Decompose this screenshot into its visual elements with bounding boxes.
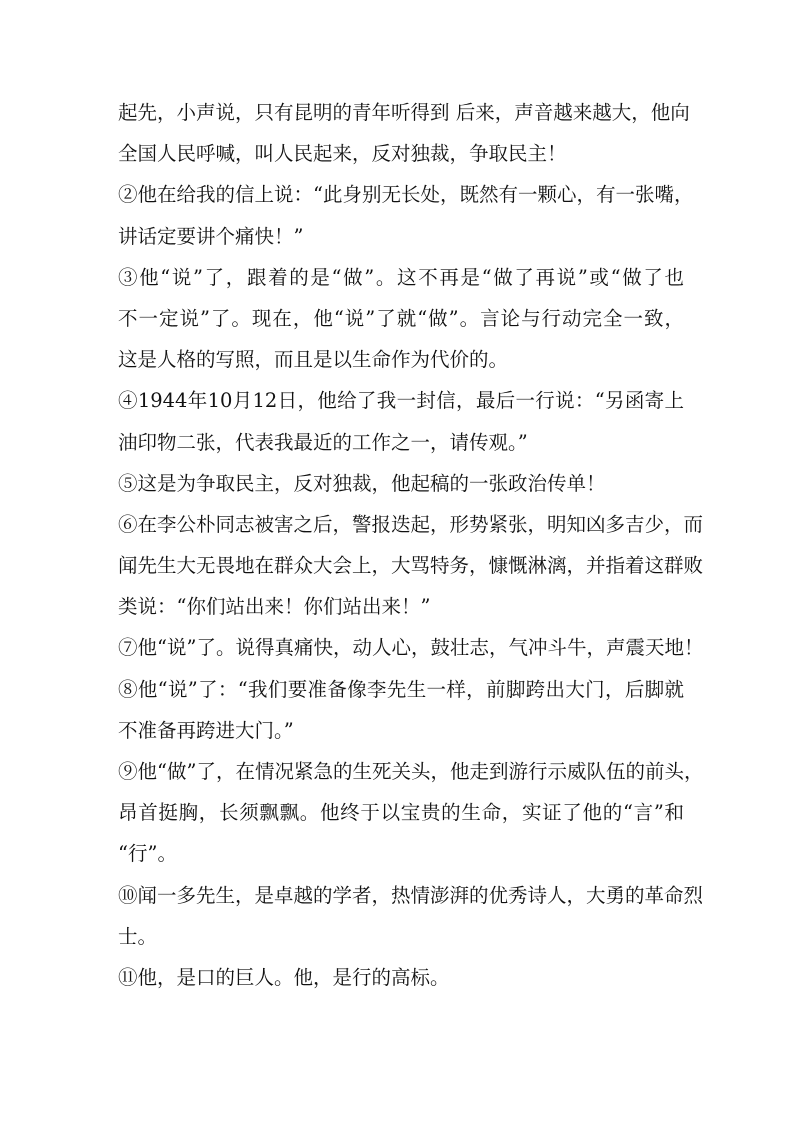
text-line: ⑨他“做”了，在情况紧急的生死关头，他走到游行示威队伍的前头， xyxy=(118,760,704,783)
text-line: ⑩闻一多先生，是卓越的学者，热情澎湃的优秀诗人，大勇的革命烈 xyxy=(118,883,704,907)
document-body xyxy=(118,92,704,998)
text-line: 油印物二张，代表我最近的工作之一，请传观。” xyxy=(118,430,528,454)
text-line: 昂首挺胸，长须飘飘。他终于以宝贵的生命，实证了他的“言”和 xyxy=(118,801,684,825)
text-line: 这是人格的写照，而且是以生命作为代价的。 xyxy=(118,348,509,372)
text-line: 全国人民呼喊，叫人民起来，反对独裁，争取民主！ xyxy=(118,142,567,166)
text-line: ⑧他“说”了：“我们要准备像李先生一样，前脚跨出大门，后脚就 xyxy=(118,677,684,701)
text-line: 不一定说”了。现在，他“说”了就“做”。言论与行动完全一致， xyxy=(118,306,684,330)
text-line: ⑤这是为争取民主，反对独裁，他起稿的一张政治传单！ xyxy=(118,471,606,495)
text-line: “行”。 xyxy=(118,842,177,866)
text-line: 士。 xyxy=(118,924,158,948)
text-line: 类说：“你们站出来！你们站出来！” xyxy=(118,595,431,619)
text-line: 讲话定要讲个痛快！” xyxy=(118,224,304,248)
text-line: ②他在给我的信上说：“此身别无长处，既然有一颗心，有一张嘴， xyxy=(118,183,694,207)
text-line: ⑥在李公朴同志被害之后，警报迭起，形势紧张，明知凶多吉少，而 xyxy=(118,512,704,536)
text-line: ③他“说”了，跟着的是“做”。这不再是“做了再说”或“做了也 xyxy=(118,265,684,289)
text-line: 闻先生大无畏地在群众大会上，大骂特务，慷慨淋漓，并指着这群败 xyxy=(118,554,704,578)
text-line: 起先，小声说，只有昆明的青年听得到 后来，声音越来越大，他向 xyxy=(118,101,690,124)
text-line: ⑪他，是口的巨人。他，是行的高标。 xyxy=(118,965,450,989)
text-line: ④1944年10月12日，他给了我一封信，最后一行说：“另函寄上 xyxy=(118,389,684,413)
text-line: ⑦他“说”了。说得真痛快，动人心，鼓壮志，气冲斗牛，声震天地！ xyxy=(118,636,704,660)
text-line: 不准备再跨进大门。” xyxy=(118,718,294,742)
